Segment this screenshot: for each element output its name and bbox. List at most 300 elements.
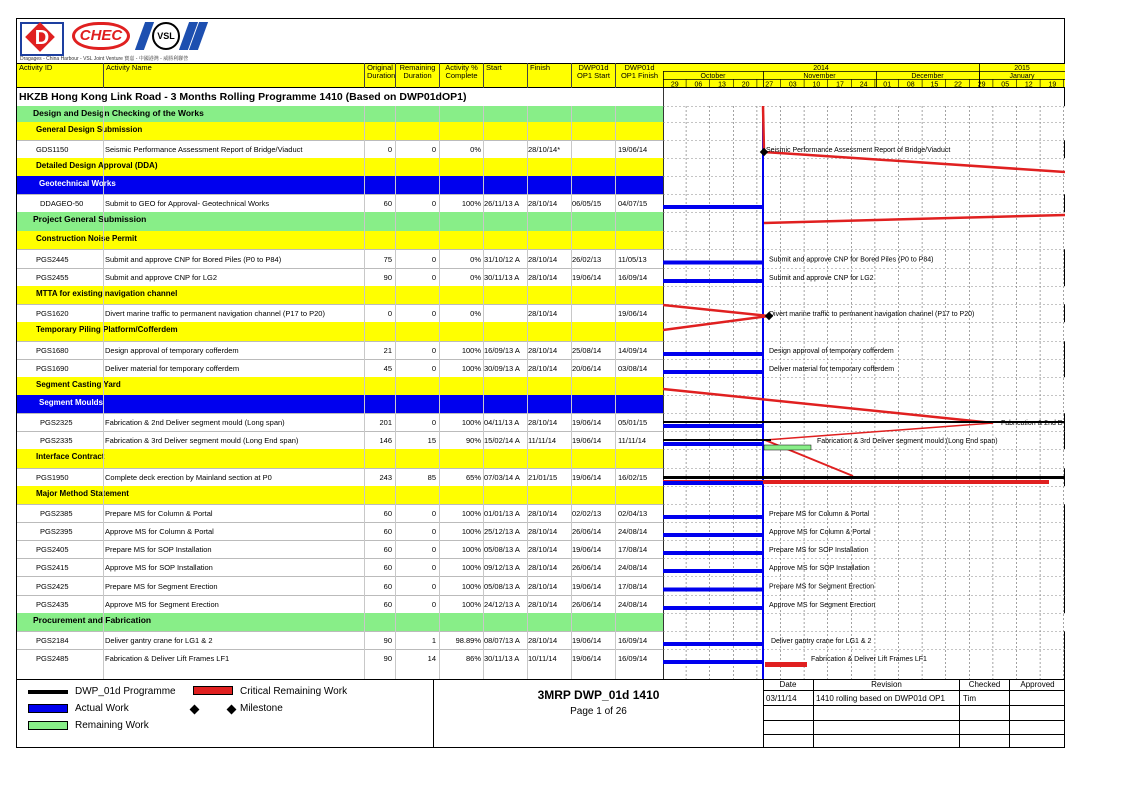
rev-header-revision: Revision (871, 680, 902, 689)
column-separator (571, 106, 572, 679)
gantt-bar-label: Deliver gantry crane for LG1 & 2 (771, 638, 872, 645)
activity-name: Fabrication & 3rd Deliver segment mould (Long End span) (105, 436, 299, 445)
group-row[interactable] (17, 212, 663, 231)
timeline-week: 12 (1024, 81, 1033, 89)
finish-date: 28/10/14 (528, 527, 558, 536)
timeline-week: 22 (954, 81, 962, 89)
op1-start-date: 19/06/14 (572, 654, 602, 663)
finish-date: 28/10/14 (528, 199, 558, 208)
op1-start-date: 19/06/14 (572, 636, 602, 645)
remaining-duration: 0 (431, 582, 436, 591)
gantt-group-band (663, 377, 1065, 395)
rev-header-checked: Checked (968, 680, 1001, 689)
gantt-bar-label: Approve MS for SOP Installation (769, 565, 870, 572)
original-duration: 0 (387, 145, 392, 154)
page-number: Page 1 of 26 (570, 706, 627, 717)
op1-finish-date: 11/05/13 (618, 255, 647, 264)
finish-date: 28/10/14 (528, 563, 558, 572)
legend-critical-label: Critical Remaining Work (240, 686, 348, 697)
gantt-bar-label: Design approval of temporary cofferdem (769, 348, 894, 355)
activity-name: Design approval of temporary cofferdem (105, 346, 239, 355)
remaining-duration: 14 (427, 654, 436, 663)
gantt-bar-label: Submit and approve CNP for Bored Piles (P0 to P84) (769, 256, 934, 264)
remaining-work-bar (764, 445, 811, 450)
activity-id: PGS2325 (40, 418, 73, 427)
legend-actual-swatch (28, 704, 68, 713)
timeline-week: 13 (718, 81, 726, 89)
gantt-group-band (663, 486, 1065, 504)
start-date: 31/10/12 A (484, 255, 520, 264)
actual-work-bar (663, 588, 763, 592)
activity-name: Seismic Performance Assessment Report of Bridge/Viaduct (105, 145, 303, 154)
original-duration: 90 (383, 654, 392, 663)
start-date: 05/08/13 A (484, 582, 520, 591)
start-date: 01/01/13 A (484, 509, 520, 518)
gantt-group-band (663, 176, 1065, 194)
original-duration: 0 (387, 309, 392, 318)
finish-date: 28/10/14 (528, 364, 558, 373)
activity-row[interactable] (17, 359, 663, 377)
rev-description: 1410 rolling based on DWP01d OP1 (816, 694, 945, 703)
finish-date: 28/10/14 (528, 309, 558, 318)
group-label: Geotechnical Works (39, 179, 116, 188)
timeline-week: 08 (906, 81, 915, 89)
op1-start-date: 20/06/14 (572, 364, 602, 373)
finish-date: 11/11/14 (528, 436, 557, 445)
legend-baseline-swatch (28, 690, 68, 694)
percent-complete: 86% (465, 654, 481, 663)
revision-grid (763, 679, 1065, 748)
timeline-month: October (700, 73, 726, 80)
original-duration: 60 (383, 199, 392, 208)
rev-header-approved: Approved (1020, 680, 1055, 689)
remaining-duration: 1 (431, 636, 436, 645)
actual-work-bar (663, 370, 763, 374)
remaining-duration: 0 (431, 364, 436, 373)
group-label: Major Method Statement (36, 489, 129, 498)
original-duration: 75 (383, 255, 392, 264)
rev-date: 03/11/14 (766, 694, 797, 703)
activity-row[interactable] (17, 595, 663, 613)
col-original-duration[interactable]: Original Duration (364, 63, 395, 88)
group-row[interactable] (17, 377, 663, 395)
op1-finish-date: 16/09/14 (618, 636, 648, 645)
group-row[interactable] (17, 286, 663, 304)
group-label: Construction Noise Permit (36, 234, 137, 243)
remaining-duration: 0 (431, 273, 436, 282)
gantt-bar-label: Fabrication & Deliver Lift Frames LF1 (811, 656, 927, 663)
activity-id: PGS2455 (36, 273, 69, 282)
timeline-week: 06 (694, 81, 703, 89)
baseline-bar (663, 439, 771, 441)
finish-date: 28/10/14 (528, 636, 558, 645)
activity-id: PGS2435 (36, 600, 69, 609)
percent-complete: 90% (465, 436, 481, 445)
percent-complete: 98.89% (455, 636, 481, 645)
actual-work-bar (663, 551, 763, 555)
start-date: 25/12/13 A (484, 527, 520, 536)
timeline-week: 27 (765, 81, 774, 89)
start-date: 26/11/13 A (484, 199, 520, 208)
activity-name: Submit and approve CNP for LG2 (105, 273, 218, 282)
dragages-logo: D (20, 22, 64, 56)
gantt-group-band (663, 613, 1065, 631)
op1-start-date: 02/02/13 (572, 509, 602, 518)
activity-name: Approve MS for Column & Portal (105, 527, 214, 536)
op1-finish-date: 24/08/14 (618, 600, 648, 609)
gantt-bar-label: Fabrication & 3rd Deliver segment mould (Long End span) (817, 438, 998, 445)
actual-work-bar (663, 261, 763, 265)
activity-id: PGS2385 (40, 509, 73, 518)
activity-row[interactable] (17, 268, 663, 286)
activity-id: PGS2485 (36, 654, 69, 663)
activity-name: Submit to GEO for Approval- Geotechnical Works (105, 199, 270, 208)
activity-row[interactable] (17, 140, 663, 158)
remaining-duration: 0 (431, 418, 436, 427)
activity-row[interactable] (17, 631, 663, 649)
activity-row[interactable] (17, 413, 663, 431)
group-label: Interface Contract (36, 452, 105, 461)
start-date: 05/08/13 A (484, 545, 520, 554)
finish-date: 28/10/14 (528, 346, 558, 355)
col-activity-id[interactable]: Activity ID (19, 63, 53, 72)
group-row[interactable] (17, 122, 663, 140)
finish-date: 10/11/14 (528, 654, 557, 663)
timeline-year: 2014 (813, 65, 829, 72)
actual-work-bar (663, 660, 763, 664)
finish-date: 28/10/14 (528, 418, 558, 427)
activity-row[interactable] (17, 522, 663, 540)
percent-complete: 100% (461, 199, 481, 208)
activity-name: Fabrication & Deliver Lift Frames LF1 (105, 654, 230, 663)
start-date: 30/11/13 A (484, 654, 520, 663)
activity-id: PGS1680 (36, 346, 69, 355)
percent-complete: 100% (461, 346, 481, 355)
col-percent-complete[interactable]: Activity % Complete (439, 63, 483, 88)
actual-work-bar (663, 533, 763, 537)
remaining-duration: 15 (427, 436, 436, 445)
group-row[interactable] (17, 106, 663, 122)
op1-start-date: 06/05/15 (572, 199, 602, 208)
percent-complete: 100% (461, 563, 481, 572)
col-remaining-duration[interactable]: Remaining Duration (395, 63, 439, 88)
start-date: 07/03/14 A (484, 473, 520, 482)
critical-path-line (763, 106, 764, 152)
gantt-bar-label: Fabrication & 2nd D (1001, 420, 1063, 427)
op1-finish-date: 14/09/14 (618, 346, 648, 355)
activity-row[interactable] (17, 576, 663, 595)
gantt-group-band (663, 322, 1065, 341)
activity-id: PGS2184 (36, 636, 69, 645)
op1-finish-date: 03/08/14 (618, 364, 648, 373)
gantt-chart (663, 63, 1065, 679)
activity-id: PGS2425 (36, 582, 69, 591)
finish-date: 28/10/14 (528, 582, 558, 591)
finish-date: 28/10/14* (528, 145, 561, 154)
timeline-week: 20 (741, 81, 750, 89)
activity-row[interactable] (17, 431, 663, 449)
activity-name: Divert marine traffic to permanent navigation channel (P17 to P20) (105, 309, 325, 318)
group-label: General Design Submission (36, 125, 143, 134)
op1-finish-date: 05/01/15 (618, 418, 648, 427)
op1-finish-date: 16/09/14 (618, 273, 648, 282)
percent-complete: 100% (461, 527, 481, 536)
original-duration: 90 (383, 273, 392, 282)
activity-name: Prepare MS for Column & Portal (105, 509, 213, 518)
activity-name: Fabrication & 2nd Deliver segment mould (Long span) (105, 418, 285, 427)
remaining-duration: 0 (431, 600, 436, 609)
finish-date: 28/10/14 (528, 255, 558, 264)
op1-start-date: 19/06/14 (572, 473, 602, 482)
legend-actual-label: Actual Work (75, 703, 129, 714)
column-separator (395, 106, 396, 679)
activity-id: PGS2335 (40, 436, 73, 445)
actual-work-bar (663, 515, 763, 519)
remaining-duration: 85 (427, 473, 436, 482)
legend-remaining-swatch (28, 721, 68, 730)
percent-complete: 0% (470, 255, 481, 264)
finish-date: 28/10/14 (528, 273, 558, 282)
project-title-row (17, 88, 663, 106)
group-label: Segment Moulds (39, 398, 104, 407)
group-row[interactable] (17, 231, 663, 249)
activity-row[interactable] (17, 468, 663, 486)
actual-work-bar (663, 606, 763, 610)
col-start[interactable]: Start (483, 63, 527, 88)
gantt-group-band (663, 106, 1065, 122)
project-title: HKZB Hong Kong Link Road - 3 Months Rolling Programme 1410 (Based on DWP01dOP1) (19, 91, 467, 103)
original-duration: 90 (383, 636, 392, 645)
activity-row[interactable] (17, 504, 663, 522)
group-label: Design and Design Checking of the Works (33, 108, 204, 118)
column-separator (615, 106, 616, 679)
actual-work-bar (663, 642, 763, 646)
op1-start-date: 19/06/14 (572, 273, 602, 282)
original-duration: 60 (383, 527, 392, 536)
finish-date: 21/01/15 (528, 473, 558, 482)
activity-name: Deliver gantry crane for LG1 & 2 (105, 636, 213, 645)
activity-name: Deliver material for temporary cofferdem (105, 364, 240, 373)
timeline-week: 24 (859, 81, 868, 89)
op1-start-date: 26/02/13 (572, 255, 602, 264)
finish-date: 28/10/14 (528, 509, 558, 518)
start-date: 04/11/13 A (484, 418, 520, 427)
critical-path-line (663, 305, 769, 316)
op1-finish-date: 11/11/14 (618, 436, 647, 445)
actual-work-bar (663, 205, 763, 209)
op1-finish-date: 16/09/14 (618, 654, 648, 663)
op1-start-date: 25/08/14 (572, 346, 602, 355)
timeline-week: 19 (1048, 81, 1057, 89)
col-op1-finish[interactable]: DWP01d OP1 Finish (615, 63, 663, 88)
original-duration: 60 (383, 582, 392, 591)
group-label: Segment Casting Yard (36, 380, 121, 389)
group-label: Detailed Design Approval (DDA) (36, 161, 158, 170)
activity-id: DDAGEO-50 (40, 199, 84, 208)
gantt-bar-label: Prepare MS for Segment Erection (769, 583, 875, 591)
legend-critical-swatch (193, 686, 233, 695)
remaining-duration: 0 (431, 527, 436, 536)
gantt-group-band (663, 286, 1065, 304)
timeline-week: 15 (930, 81, 939, 89)
legend-remaining-label: Remaining Work (75, 720, 149, 731)
remaining-duration: 0 (431, 545, 436, 554)
group-row[interactable] (17, 486, 663, 504)
activity-row[interactable] (17, 558, 663, 576)
gantt-bar-label: Prepare MS for Column & Portal (769, 511, 870, 518)
gantt-group-band (663, 231, 1065, 249)
op1-finish-date: 24/08/14 (618, 563, 648, 572)
activity-name: Approve MS for Segment Erection (105, 600, 219, 609)
timeline-week: 03 (788, 81, 797, 89)
group-row[interactable] (17, 449, 663, 468)
percent-complete: 0% (470, 145, 481, 154)
percent-complete: 0% (470, 273, 481, 282)
timeline-week: 17 (836, 81, 844, 89)
remaining-duration: 0 (431, 309, 436, 318)
timeline-month: December (911, 73, 944, 80)
column-separator (527, 106, 528, 679)
baseline-bar (663, 476, 1065, 479)
percent-complete: 100% (461, 509, 481, 518)
percent-complete: 0% (470, 309, 481, 318)
activity-name: Approve MS for SOP Installation (105, 563, 213, 572)
column-separator (439, 106, 440, 679)
activity-id: PGS2445 (36, 255, 69, 264)
op1-start-date: 19/06/14 (572, 582, 602, 591)
actual-work-bar (663, 424, 763, 428)
document-title: 3MRP DWP_01d 1410 (537, 688, 660, 702)
column-separator (483, 106, 484, 679)
start-date: 15/02/14 A (484, 436, 520, 445)
activity-row[interactable] (17, 304, 663, 322)
gantt-bar-label: Divert marine traffic to permanent navigation channel (P17 to P20) (769, 311, 975, 318)
col-op1-start[interactable]: DWP01d OP1 Start (571, 63, 615, 88)
op1-finish-date: 04/07/15 (618, 199, 648, 208)
start-date: 24/12/13 A (484, 600, 520, 609)
legend-milestone-label: Milestone (240, 703, 283, 714)
activity-row[interactable] (17, 249, 663, 268)
op1-finish-date: 17/08/14 (618, 545, 648, 554)
gantt-bar-label: Submit and approve CNP for LG2 (769, 275, 874, 282)
group-label: Temporary Piling Platform/Cofferdem (36, 325, 178, 334)
percent-complete: 65% (465, 473, 481, 482)
activity-id: PGS1620 (36, 309, 69, 318)
op1-finish-date: 17/08/14 (618, 582, 648, 591)
col-finish[interactable]: Finish (527, 63, 571, 88)
chec-logo: CHEC (72, 22, 130, 50)
start-date: 30/11/13 A (484, 273, 520, 282)
actual-work-bar (663, 569, 763, 573)
group-row[interactable] (17, 395, 663, 413)
gantt-bar-label: Seismic Performance Assessment Report of Bridge/Viaduct (766, 147, 951, 154)
jv-tagline: Dragages - China Harbour - VSL Joint Venture 寶嘉 - 中國港灣 - 威勝利聯營 (20, 56, 189, 62)
percent-complete: 100% (461, 364, 481, 373)
original-duration: 201 (379, 418, 392, 427)
activity-id: PGS2405 (36, 545, 69, 554)
timeline-week: 29 (670, 81, 679, 89)
column-separator (364, 106, 365, 679)
start-date: 16/09/13 A (484, 346, 520, 355)
original-duration: 21 (383, 346, 392, 355)
timeline-week: 29 (977, 81, 986, 89)
activity-id: PGS2395 (40, 527, 73, 536)
timeline-month: November (803, 73, 836, 80)
timeline-week: 01 (883, 81, 892, 89)
percent-complete: 100% (461, 582, 481, 591)
column-separator (103, 106, 104, 679)
actual-work-bar (663, 442, 763, 446)
op1-finish-date: 19/06/14 (618, 309, 648, 318)
original-duration: 146 (379, 436, 392, 445)
original-duration: 60 (383, 563, 392, 572)
op1-finish-date: 02/04/13 (618, 509, 648, 518)
gantt-bar-label: Prepare MS for SOP Installation (769, 547, 869, 554)
remaining-duration: 0 (431, 509, 436, 518)
remaining-duration: 0 (431, 199, 436, 208)
group-row[interactable] (17, 613, 663, 631)
activity-name: Submit and approve CNP for Bored Piles (P0 to P84) (105, 255, 282, 264)
timeline-week: 10 (812, 81, 821, 89)
group-row[interactable] (17, 158, 663, 176)
actual-work-bar (663, 481, 763, 485)
gantt-bar-label: Approve MS for Segment Erection (769, 602, 876, 609)
activity-name: Prepare MS for SOP Installation (105, 545, 212, 554)
vsl-logo: VSL (138, 22, 204, 50)
remaining-duration: 0 (431, 145, 436, 154)
op1-finish-date: 24/08/14 (618, 527, 648, 536)
revision-table (763, 679, 1065, 748)
group-row[interactable] (17, 176, 663, 194)
op1-start-date: 26/06/14 (572, 600, 602, 609)
original-duration: 60 (383, 509, 392, 518)
original-duration: 60 (383, 545, 392, 554)
timeline-week: 05 (1001, 81, 1010, 89)
op1-start-date: 19/06/14 (572, 545, 602, 554)
op1-finish-date: 19/06/14 (618, 145, 648, 154)
activity-row[interactable] (17, 341, 663, 359)
op1-start-date: 26/06/14 (572, 563, 602, 572)
group-row[interactable] (17, 322, 663, 341)
finish-date: 28/10/14 (528, 545, 558, 554)
op1-start-date: 26/06/14 (572, 527, 602, 536)
legend-baseline-label: DWP_01d Programme (75, 686, 176, 697)
group-label: MTTA for existing navigation channel (36, 289, 178, 298)
activity-row[interactable] (17, 540, 663, 558)
original-duration: 60 (383, 600, 392, 609)
group-label: Procurement and Fabrication (33, 615, 152, 625)
op1-start-date: 19/06/14 (572, 418, 602, 427)
finish-date: 28/10/14 (528, 600, 558, 609)
start-date: 30/09/13 A (484, 364, 520, 373)
gantt-group-band (663, 449, 1065, 468)
percent-complete: 100% (461, 418, 481, 427)
timeline-year: 2015 (1014, 65, 1030, 72)
original-duration: 243 (379, 473, 392, 482)
start-date: 09/12/13 A (484, 563, 520, 572)
remaining-duration: 0 (431, 563, 436, 572)
activity-row[interactable] (17, 649, 663, 667)
activity-id: PGS1950 (36, 473, 69, 482)
col-activity-name[interactable]: Activity Name (103, 63, 364, 88)
op1-finish-date: 16/02/15 (618, 473, 648, 482)
rev-header-date: Date (779, 680, 797, 689)
activity-name: Prepare MS for Segment Erection (105, 582, 218, 591)
gantt-bar-label: Deliver material for temporary cofferdem (769, 366, 895, 373)
activity-name: Complete deck erection by Mainland section at P0 (105, 473, 272, 482)
activity-row[interactable] (17, 194, 663, 212)
remaining-duration: 0 (431, 346, 436, 355)
